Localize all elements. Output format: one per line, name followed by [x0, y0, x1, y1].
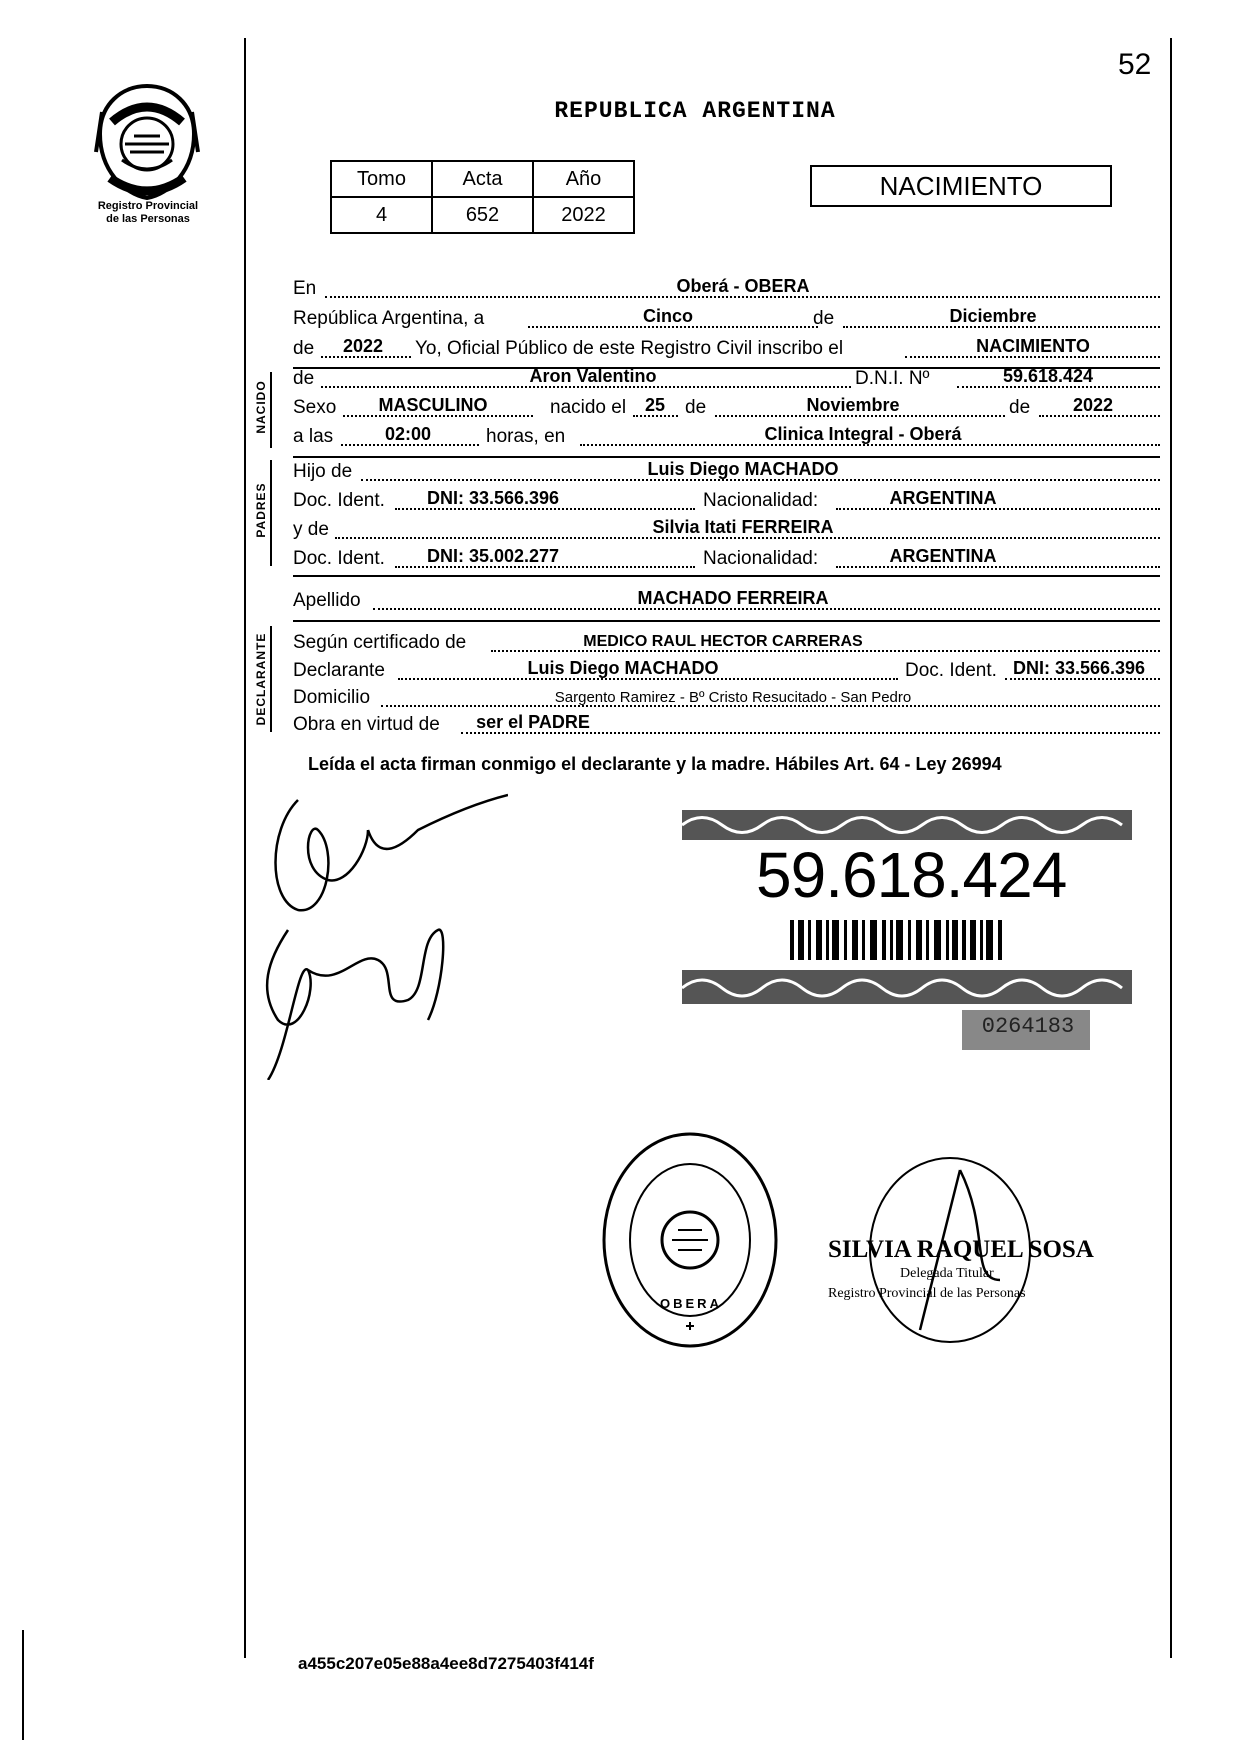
apellido-separator: [293, 575, 1160, 577]
seal-city: OBERA: [660, 1296, 722, 1311]
birth-day: 25: [644, 395, 666, 415]
signer-name: SILVIA RAQUEL SOSA: [828, 1236, 1094, 1263]
madre-nac-label: Nacionalidad:: [703, 548, 819, 569]
inscribo-value: NACIMIENTO: [976, 336, 1090, 356]
row-apellido: [293, 584, 1160, 614]
anio-value: 2022: [533, 197, 634, 233]
day-value: Cinco: [642, 306, 693, 326]
declarante-label: Declarante: [293, 660, 385, 681]
declarante-bracket: [270, 626, 272, 732]
row-fecha: [293, 302, 1160, 332]
alas-label: a las: [293, 426, 334, 447]
year-value: 2022: [342, 336, 384, 356]
obra-label: Obra en virtud de: [293, 714, 440, 735]
madre-doc-value: DNI: 35.002.277: [426, 546, 560, 566]
declarante-separator: [293, 620, 1160, 622]
padre-doc-value: DNI: 33.566.396: [426, 488, 560, 508]
year-prefix: de: [293, 338, 315, 359]
en-label: En: [293, 278, 317, 299]
section-nacido: NACIDO: [254, 380, 268, 434]
right-margin-line: [1170, 38, 1172, 1658]
declarante-value: Luis Diego MACHADO: [527, 658, 719, 678]
row-madre: [293, 513, 1160, 543]
left-margin-line: [244, 38, 246, 1658]
document-hash: a455c207e05e88a4ee8d7275403f414f: [298, 1654, 594, 1673]
segun-value: MEDICO RAUL HECTOR CARRERAS: [583, 633, 863, 650]
row-madre-doc: [293, 542, 1160, 572]
madre-value: Silvia Itati FERREIRA: [652, 517, 834, 537]
republica-label: República Argentina, a: [293, 308, 485, 329]
leida-statement: Leída el acta firman conmigo el declarante y la madre. Hábiles Art. 64 - Ley 26994: [308, 754, 1002, 774]
section-padres: PADRES: [254, 482, 268, 538]
apellido-value: MACHADO FERREIRA: [637, 588, 829, 608]
row-en: [293, 272, 1160, 302]
registry-seal: [600, 1130, 780, 1350]
row-inscribo: [293, 332, 1160, 362]
registry-label-line2: de las Personas: [106, 213, 190, 225]
domicilio-label: Domicilio: [293, 687, 371, 708]
de2-label: de: [685, 397, 707, 418]
tomo-header: Tomo: [331, 161, 432, 197]
nacido-label: nacido el: [550, 397, 627, 418]
anio-header: Año: [533, 161, 634, 197]
de3-label: de: [1009, 397, 1031, 418]
document-title: REPUBLICA ARGENTINA: [554, 98, 836, 124]
dni-label: D.N.I. Nº: [855, 368, 930, 389]
padre-nac-value: ARGENTINA: [889, 488, 997, 508]
handwritten-signatures: [258, 790, 508, 1080]
domicilio-value: Sargento Ramirez - Bº Cristo Resucitado - San Pedro: [554, 689, 912, 706]
padres-bracket: [270, 460, 272, 566]
apellido-label: Apellido: [293, 590, 361, 611]
stamp-number: 59.618.424: [756, 839, 1067, 911]
segun-label: Según certificado de: [293, 632, 467, 653]
nacido-bracket: [270, 372, 272, 448]
birth-year: 2022: [1072, 395, 1114, 415]
name-label: de: [293, 368, 315, 389]
horas-label: horas, en: [486, 426, 566, 447]
row-padre: [293, 455, 1160, 485]
record-table: [330, 160, 635, 234]
page-number: 52: [1118, 48, 1152, 81]
declarante-doc-label: Doc. Ident.: [905, 660, 997, 681]
acta-value: 652: [432, 197, 533, 233]
month-value: Diciembre: [949, 306, 1037, 326]
row-obra: [293, 708, 1160, 738]
sexo-label: Sexo: [293, 397, 337, 418]
row-declarante: [293, 654, 1160, 684]
yde-label: y de: [293, 519, 329, 540]
en-value: Oberá - OBERA: [676, 276, 810, 296]
name-value: Aron Valentino: [529, 366, 657, 386]
stamp-serial: 0264183: [981, 1014, 1075, 1039]
row-segun: [293, 626, 1160, 656]
signer-org: Registro Provincial de las Personas: [828, 1286, 1026, 1301]
row-nombre: [293, 362, 1160, 392]
outer-margin-line: [22, 1630, 24, 1740]
lugar-value: Clinica Integral - Oberá: [764, 424, 962, 444]
padre-doc-label: Doc. Ident.: [293, 490, 385, 511]
dni-value: 59.618.424: [1002, 366, 1094, 386]
row-domicilio: [293, 681, 1160, 711]
madre-doc-label: Doc. Ident.: [293, 548, 385, 569]
signer-role: Delegada Titular: [900, 1266, 994, 1281]
acta-header: Acta: [432, 161, 533, 197]
row-padre-doc: [293, 484, 1160, 514]
hijo-label: Hijo de: [293, 461, 353, 482]
section-declarante: DECLARANTE: [254, 632, 268, 726]
row-hora: [293, 420, 1160, 450]
padre-nac-label: Nacionalidad:: [703, 490, 819, 511]
inscribo-text: Yo, Oficial Público de este Registro Civil inscribo el: [415, 338, 844, 359]
row-sexo: [293, 391, 1160, 421]
registry-label-line1: Registro Provincial: [97, 200, 199, 212]
record-type-box: NACIMIENTO: [810, 165, 1112, 207]
birth-month: Noviembre: [806, 395, 900, 415]
padre-value: Luis Diego MACHADO: [647, 459, 839, 479]
sexo-value: MASCULINO: [378, 395, 488, 415]
province-emblem-logo: [92, 82, 202, 202]
obra-value: ser el PADRE: [476, 712, 590, 732]
de-label: de: [813, 308, 835, 329]
registry-label: [80, 200, 216, 226]
hora-value: 02:00: [384, 424, 432, 444]
madre-nac-value: ARGENTINA: [889, 546, 997, 566]
declarante-doc-value: DNI: 33.566.396: [1012, 658, 1146, 678]
tomo-value: 4: [331, 197, 432, 233]
